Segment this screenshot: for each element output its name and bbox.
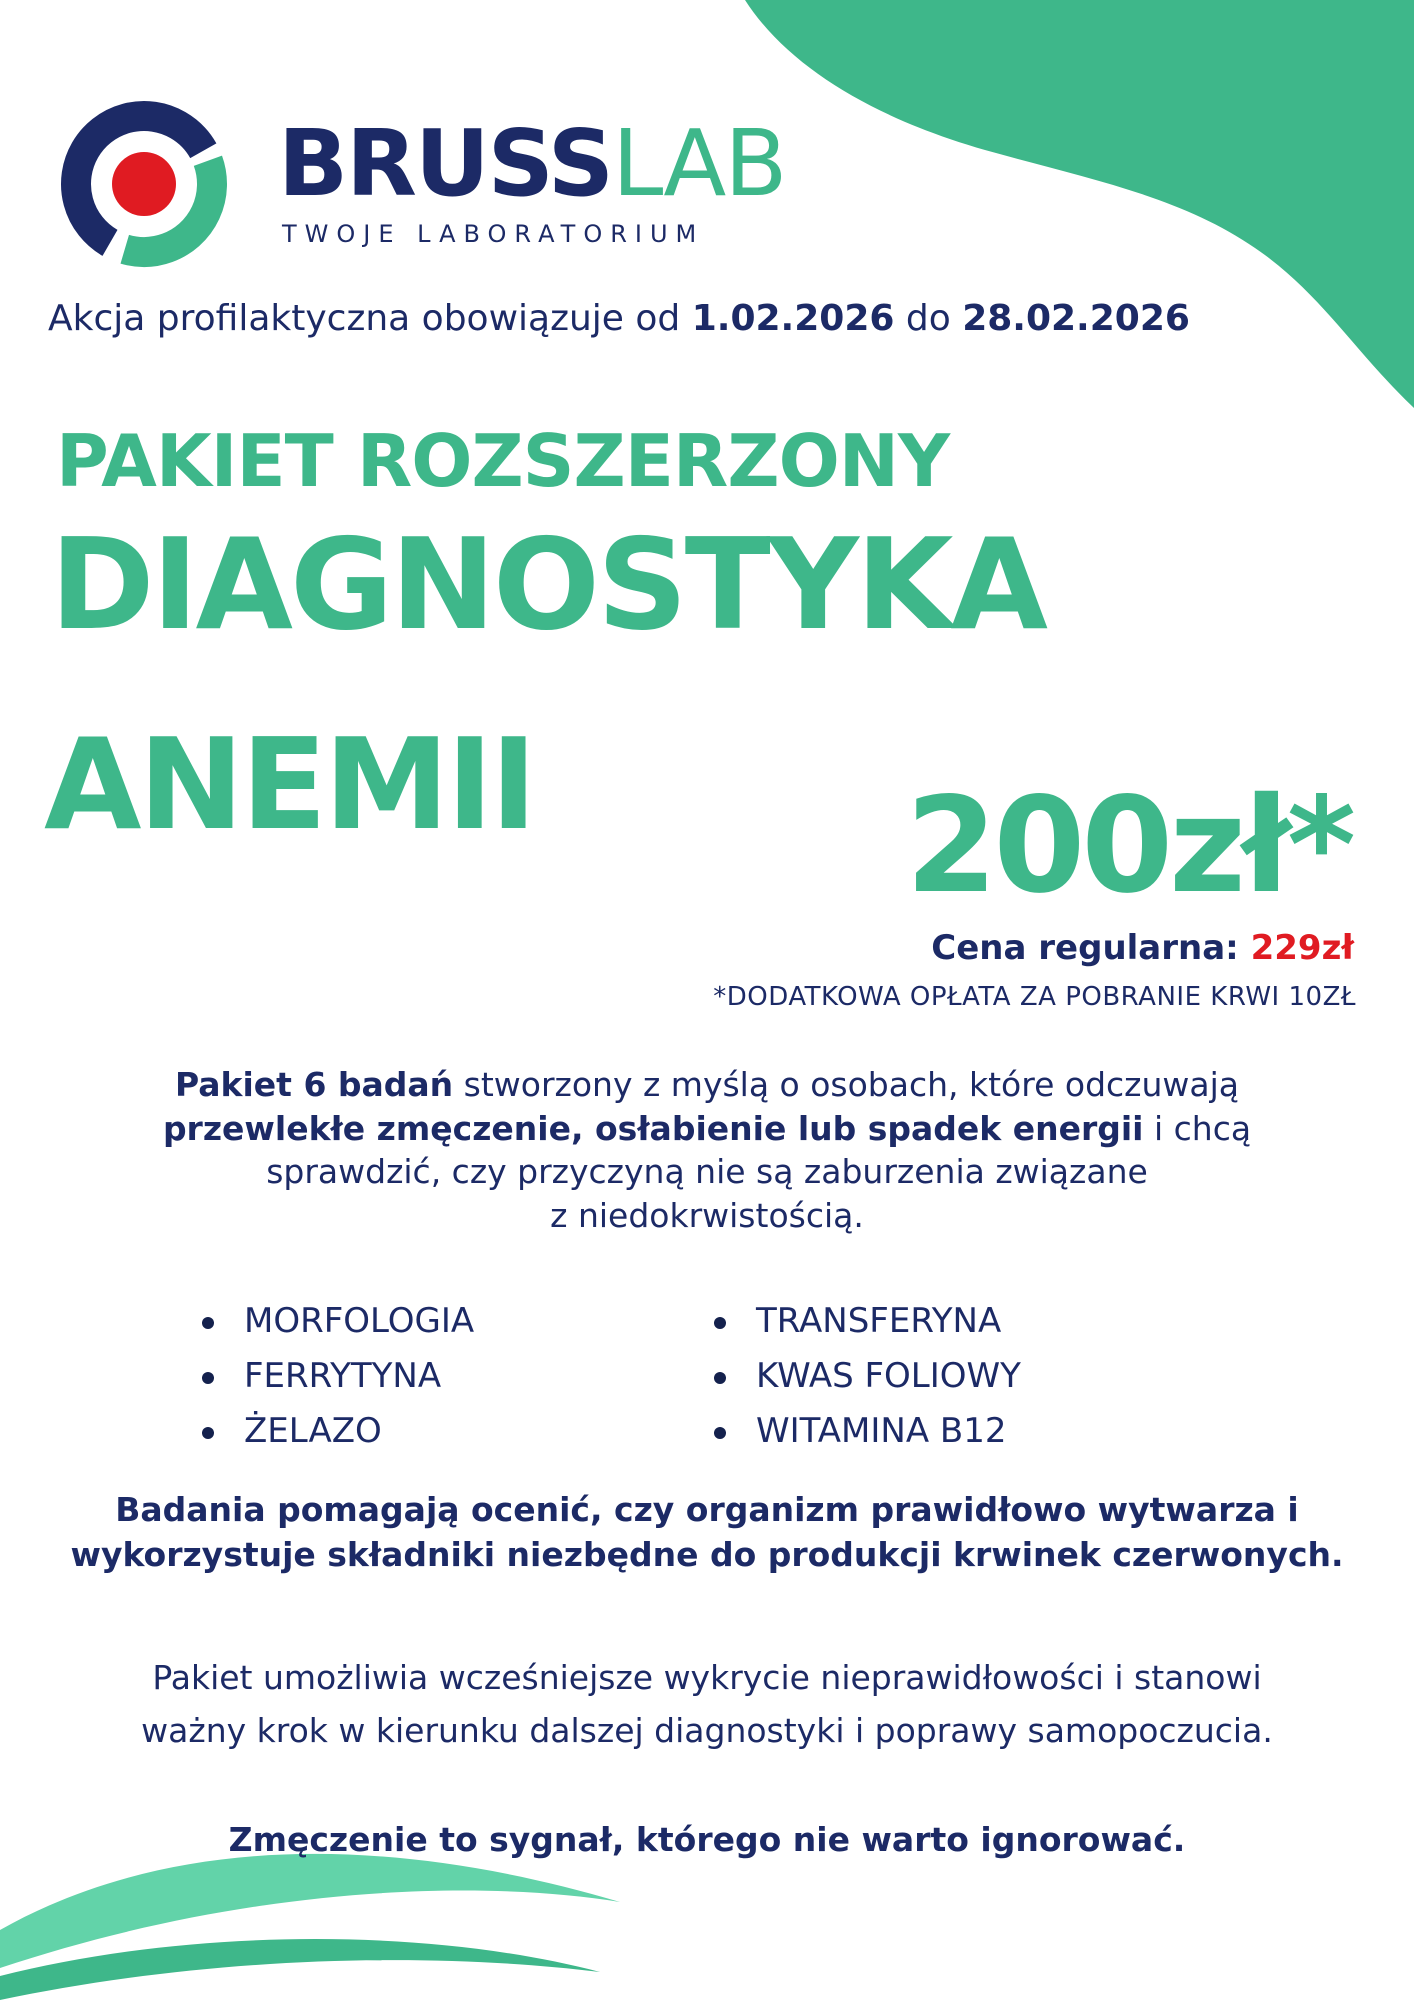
description-text-3: sprawdzić, czy przyczyną nie są zaburzenia związane xyxy=(266,1152,1148,1192)
list-item: FERRYTYNA xyxy=(202,1349,474,1404)
headline-diagnostyka: DIAGNOSTYKA xyxy=(50,511,1046,658)
regular-price xyxy=(931,928,1354,968)
info-bold-line-1: Badania pomagają ocenić, czy organizm prawidłowo wytwarza i xyxy=(115,1490,1299,1529)
promo-period xyxy=(48,298,1190,339)
regular-price-value: 229zł xyxy=(1250,928,1354,968)
list-item: TRANSFERYNA xyxy=(714,1294,1021,1349)
description-text-1: stworzony z myślą o osobach, które odczuwają xyxy=(453,1065,1240,1104)
promo-end-date: 28.02.2026 xyxy=(962,298,1190,339)
description-text-2: i chcą xyxy=(1143,1108,1252,1148)
brand-name-bold: BRUSS xyxy=(278,110,613,217)
package-description xyxy=(60,1063,1354,1237)
info-paragraph xyxy=(40,1652,1374,1758)
logo-icon xyxy=(56,96,232,272)
slogan: Zmęczenie to sygnał, którego nie warto ignorować. xyxy=(228,1820,1186,1859)
promo-price: 200zł* xyxy=(905,769,1352,923)
description-text-4: z niedokrwistością. xyxy=(550,1195,864,1235)
info-bold-paragraph xyxy=(40,1488,1374,1577)
bottom-left-swoosh-inner xyxy=(0,1939,600,2000)
brand-name xyxy=(278,110,786,217)
list-item: KWAS FOLIOWY xyxy=(714,1349,1021,1404)
blood-draw-fee-note: *DODATKOWA OPŁATA ZA POBRANIE KRWI 10ZŁ xyxy=(713,982,1356,1012)
promo-prefix: Akcja profilaktyczna obowiązuje od xyxy=(48,298,692,339)
promo-start-date: 1.02.2026 xyxy=(691,298,895,339)
list-item: MORFOLOGIA xyxy=(202,1294,474,1349)
brand-tagline: TWOJE LABORATORIUM xyxy=(282,220,705,248)
test-list xyxy=(0,1294,1414,1464)
package-title: PAKIET ROZSZERZONY xyxy=(56,419,950,503)
test-list-left xyxy=(202,1294,474,1459)
list-item: ŻELAZO xyxy=(202,1404,474,1459)
list-item: WITAMINA B12 xyxy=(714,1404,1021,1459)
info-line-1: Pakiet umożliwia wcześniejsze wykrycie nieprawidłowości i stanowi xyxy=(152,1658,1262,1697)
description-bold-1: Pakiet 6 badań xyxy=(174,1065,454,1104)
brand-name-light: LAB xyxy=(612,110,786,217)
description-bold-2: przewlekłe zmęczenie, osłabienie lub spadek energii xyxy=(162,1108,1144,1148)
regular-price-label: Cena regularna: xyxy=(931,928,1251,968)
test-list-right xyxy=(714,1294,1021,1459)
headline-anemii: ANEMII xyxy=(44,711,535,858)
info-line-2: ważny krok w kierunku dalszej diagnostyki i poprawy samopoczucia. xyxy=(141,1710,1273,1750)
info-bold-line-2: wykorzystuje składniki niezbędne do produkcji krwinek czerwonych. xyxy=(70,1534,1344,1574)
top-right-wave xyxy=(745,0,1414,408)
promo-middle: do xyxy=(894,298,963,339)
